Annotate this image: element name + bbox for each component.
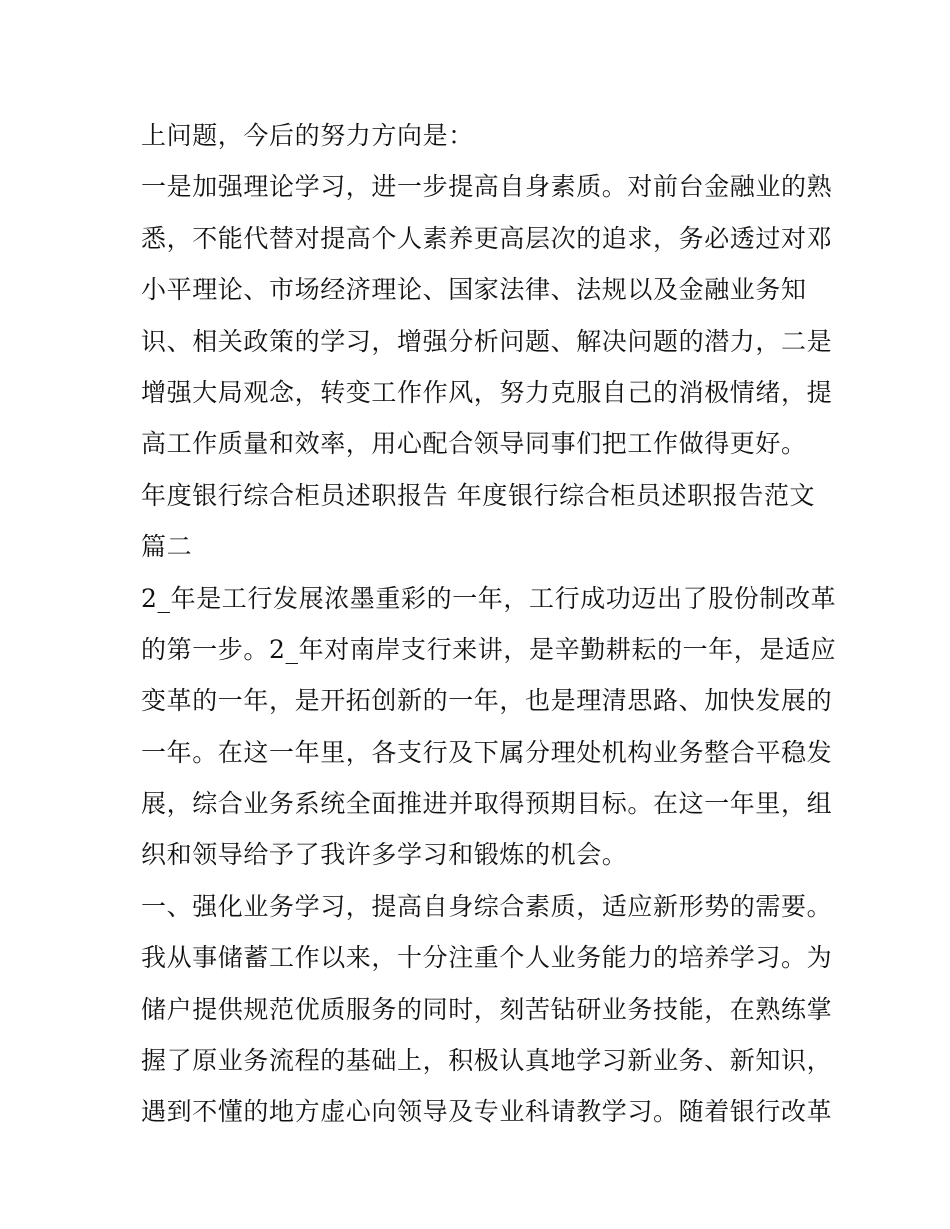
text-line-14: 展，综合业务系统全面推进并取得预期目标。在这一年里，组 [141,789,833,819]
text-line-16: 一、强化业务学习，提高自身综合素质，适应新形势的需要。 [141,891,833,921]
text-line-15: 织和领导给予了我许多学习和锻炼的机会。 [141,840,628,870]
text-line-11: 的第一步。2_年对南岸支行来讲，是辛勤耕耘的一年，是适应 [141,634,837,664]
section-subtitle: 篇二 [141,532,193,562]
text-line-10: 2_年是工行发展浓墨重彩的一年，工行成功迈出了股份制改革 [141,583,837,613]
text-line-3: 悉，不能代替对提高个人素养更高层次的追求，务必透过对邓 [141,223,833,253]
text-line-5: 识、相关政策的学习，增强分析问题、解决问题的潜力，二是 [141,326,833,356]
text-line-2: 一是加强理论学习，进一步提高自身素质。对前台金融业的熟 [141,172,833,202]
text-line-19: 握了原业务流程的基础上，积极认真地学习新业务、新知识， [141,1046,833,1076]
text-line-6: 增强大局观念，转变工作作风，努力克服自己的消极情绪，提 [141,377,833,407]
section-title: 年度银行综合柜员述职报告 年度银行综合柜员述职报告范文 [141,480,816,510]
text-line-1: 上问题，今后的努力方向是： [141,121,474,150]
text-line-7: 高工作质量和效率，用心配合领导同事们把工作做得更好。 [141,429,807,459]
text-line-4: 小平理论、市场经济理论、国家法律、法规以及金融业务知 [141,275,807,305]
document-body [141,110,837,1138]
text-line-13: 一年。在这一年里，各支行及下属分理处机构业务整合平稳发 [141,737,833,767]
text-line-12: 变革的一年，是开拓创新的一年，也是理清思路、加快发展的 [141,686,833,716]
text-line-18: 储户提供规范优质服务的同时，刻苦钻研业务技能，在熟练掌 [141,994,833,1024]
text-line-20: 遇到不懂的地方虚心向领导及专业科请教学习。随着银行改革 [141,1097,833,1127]
text-line-17: 我从事储蓄工作以来，十分注重个人业务能力的培养学习。为 [141,943,833,973]
